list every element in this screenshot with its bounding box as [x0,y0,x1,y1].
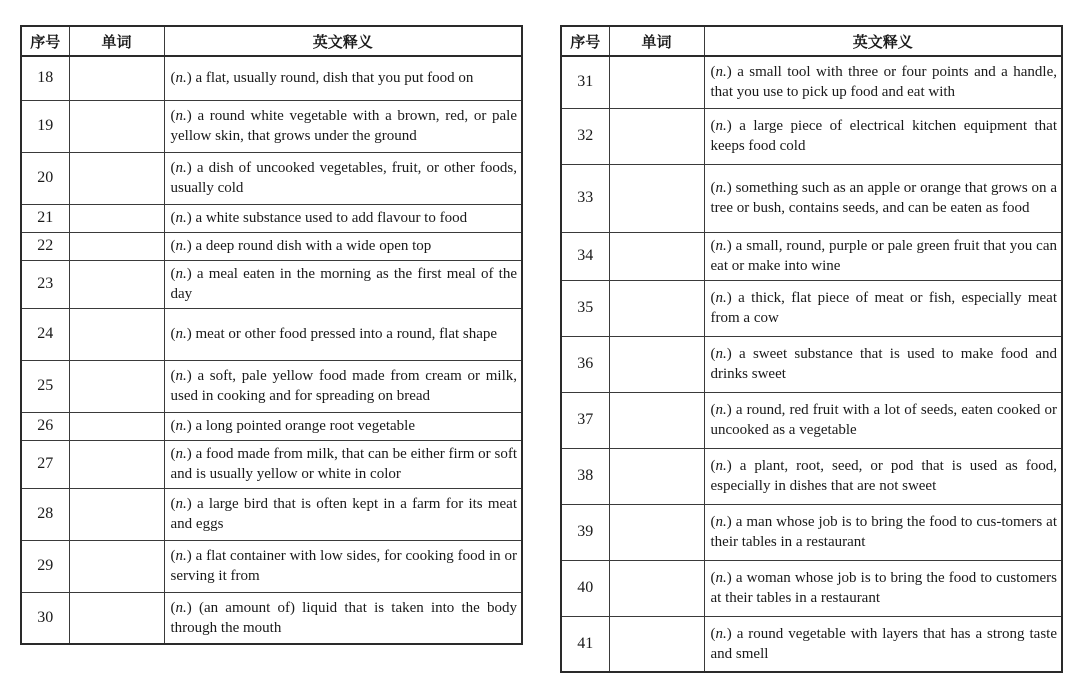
part-of-speech: n. [715,570,727,586]
definition-text: a round vegetable with layers that has a strong taste and smell [710,625,1057,662]
pos-open: ( [170,210,176,226]
word-blank-cell[interactable] [609,392,704,448]
word-blank-cell[interactable] [609,232,704,280]
definition-text: meat or other food pressed into a round, flat shape [195,326,498,342]
definition-cell [164,360,522,412]
part-of-speech: n. [175,266,187,282]
word-blank-cell[interactable] [69,260,164,308]
row-number: 26 [21,412,69,440]
pos-open: ( [710,402,716,418]
definition-text: a soft, pale yellow food made from cream or milk, used in cooking and for spreading on bread [170,368,517,404]
word-blank-cell[interactable] [609,616,704,672]
table-row [561,232,1062,280]
part-of-speech: n. [175,70,187,87]
definition-text: something such as an apple or orange that grows on a tree or bush, contains seeds, and can be eaten as food [710,180,1058,216]
definition-text: a meal eaten in the morning as the first meal of the day [170,266,517,302]
definition-text: (an amount of) liquid that is taken into the body through the mouth [170,599,518,636]
word-blank-cell[interactable] [69,204,164,232]
pos-open: ( [710,64,716,81]
definition-cell [164,592,522,644]
word-blank-cell[interactable] [69,152,164,204]
word-blank-cell[interactable] [69,412,164,440]
vocab-table-left [20,25,523,645]
definition-cell [704,392,1062,448]
definition-text: a white substance used to add flavour to food [195,210,468,226]
header-word: 单词 [69,26,164,56]
table-body [561,56,1062,672]
word-blank-cell[interactable] [609,336,704,392]
pos-open: ( [710,238,716,254]
header-index: 序号 [561,26,609,56]
word-blank-cell[interactable] [69,440,164,488]
table-row [21,592,522,644]
pos-open: ( [170,108,176,124]
pos-close: ) [726,180,736,196]
definition-text: a round, red fruit with a lot of seeds, eaten cooked or uncooked as a vegetable [710,402,1057,438]
part-of-speech: n. [175,446,187,462]
table-row [21,260,522,308]
definition-cell [704,280,1062,336]
definition-cell [164,308,522,360]
pos-open: ( [710,570,716,586]
table-row [561,280,1062,336]
definition-text: a large piece of electrical kitchen equipment that keeps food cold [710,118,1057,154]
pos-open: ( [710,346,716,362]
pos-close: ) [726,570,736,586]
definition-text: a sweet substance that is used to make food and drinks sweet [710,346,1057,382]
table-row [21,412,522,440]
header-row [561,26,1062,56]
pos-close: ) [186,70,196,87]
definition-cell [704,56,1062,108]
row-number: 23 [21,260,69,308]
definition-cell [164,100,522,152]
pos-close: ) [186,548,196,564]
pos-open: ( [170,238,176,254]
pos-open: ( [710,514,716,530]
table-row [21,232,522,260]
definition-cell [164,260,522,308]
pos-close: ) [726,346,740,362]
definition-text: a woman whose job is to bring the food to customers at their tables in a restaurant [710,570,1057,606]
pos-open: ( [170,70,176,87]
part-of-speech: n. [715,346,727,362]
definition-cell [164,412,522,440]
word-blank-cell[interactable] [609,504,704,560]
table-row [561,616,1062,672]
definition-cell [704,448,1062,504]
row-number: 19 [21,100,69,152]
row-number: 39 [561,504,609,560]
pos-close: ) [186,368,198,384]
pos-open: ( [710,625,716,642]
row-number: 40 [561,560,609,616]
part-of-speech: n. [175,368,187,384]
pos-close: ) [726,118,740,134]
table-row [561,56,1062,108]
definition-text: a food made from milk, that can be either firm or soft and is usually yellow or white in color [170,446,517,482]
row-number: 31 [561,56,609,108]
header-word: 单词 [609,26,704,56]
table-row [561,336,1062,392]
part-of-speech: n. [175,418,187,434]
definition-text: a small, round, purple or pale green fruit that you can eat or make into wine [710,238,1057,274]
definition-cell [704,504,1062,560]
definition-cell [164,232,522,260]
pos-close: ) [186,446,196,462]
part-of-speech: n. [175,160,187,176]
definition-cell [164,440,522,488]
row-number: 18 [21,56,69,100]
part-of-speech: n. [175,548,187,564]
word-blank-cell[interactable] [609,164,704,232]
part-of-speech: n. [715,625,727,642]
pos-open: ( [710,290,716,306]
row-number: 34 [561,232,609,280]
row-number: 25 [21,360,69,412]
definition-text: a flat, usually round, dish that you put food on [195,70,474,87]
pos-close: ) [186,108,198,124]
header-definition: 英文释义 [704,26,1062,56]
table-row [21,56,522,100]
pos-close: ) [726,64,738,81]
row-number: 37 [561,392,609,448]
pos-close: ) [186,238,196,254]
part-of-speech: n. [175,326,187,342]
pos-close: ) [726,514,736,530]
table-row [21,440,522,488]
pos-close: ) [186,599,199,616]
word-blank-cell[interactable] [609,108,704,164]
pos-open: ( [170,368,176,384]
part-of-speech: n. [715,290,727,306]
part-of-speech: n. [715,180,727,196]
definition-cell [704,232,1062,280]
part-of-speech: n. [715,458,727,474]
table-row [21,152,522,204]
header-definition: 英文释义 [164,26,522,56]
definition-text: a dish of uncooked vegetables, fruit, or other foods, usually cold [170,160,518,196]
definition-text: a plant, root, seed, or pod that is used as food, especially in dishes that are not sweet [710,458,1057,494]
part-of-speech: n. [715,514,727,530]
part-of-speech: n. [175,108,187,124]
table-row [21,204,522,232]
row-number: 27 [21,440,69,488]
pos-close: ) [726,402,736,418]
definition-cell [704,164,1062,232]
pos-close: ) [186,326,196,342]
row-number: 21 [21,204,69,232]
row-number: 24 [21,308,69,360]
word-blank-cell[interactable] [609,448,704,504]
definition-text: a deep round dish with a wide open top [195,238,432,254]
word-blank-cell[interactable] [69,360,164,412]
word-blank-cell[interactable] [69,56,164,100]
part-of-speech: n. [175,238,187,254]
table-row [561,108,1062,164]
row-number: 30 [21,592,69,644]
pos-open: ( [170,496,176,512]
part-of-speech: n. [715,64,727,81]
word-blank-cell[interactable] [69,232,164,260]
word-blank-cell[interactable] [609,560,704,616]
table-row [561,164,1062,232]
pos-close: ) [726,290,739,306]
table-row [561,504,1062,560]
table-row [21,308,522,360]
pos-open: ( [170,266,176,282]
row-number: 36 [561,336,609,392]
pos-open: ( [170,160,176,176]
pos-open: ( [710,118,716,134]
word-blank-cell[interactable] [609,280,704,336]
pos-open: ( [170,599,176,616]
definition-cell [164,204,522,232]
row-number: 22 [21,232,69,260]
part-of-speech: n. [715,118,727,134]
header-row [21,26,522,56]
pos-open: ( [170,326,176,342]
definition-cell [164,540,522,592]
row-number: 32 [561,108,609,164]
pos-close: ) [186,210,196,226]
definition-cell [704,616,1062,672]
table-body [21,56,522,644]
definition-cell [704,108,1062,164]
definition-text: a small tool with three or four points and a handle, that you use to pick up food and eat with [710,64,1058,101]
pos-close: ) [726,625,737,642]
word-blank-cell[interactable] [609,56,704,108]
definition-text: a round white vegetable with a brown, red, or pale yellow skin, that grows under the ground [170,108,517,144]
word-blank-cell[interactable] [69,592,164,644]
table-row [561,560,1062,616]
pos-close: ) [186,160,197,176]
definition-cell [704,336,1062,392]
table-row [21,100,522,152]
pos-open: ( [710,180,716,196]
part-of-speech: n. [175,210,187,226]
word-blank-cell[interactable] [69,100,164,152]
row-number: 35 [561,280,609,336]
definition-text: a long pointed orange root vegetable [195,418,416,434]
word-blank-cell[interactable] [69,540,164,592]
table-row [561,448,1062,504]
row-number: 28 [21,488,69,540]
pos-close: ) [186,496,197,512]
row-number: 20 [21,152,69,204]
definition-cell [164,488,522,540]
definition-text: a large bird that is often kept in a farm for its meat and eggs [170,496,518,532]
word-blank-cell[interactable] [69,488,164,540]
row-number: 38 [561,448,609,504]
pos-open: ( [710,458,716,474]
word-blank-cell[interactable] [69,308,164,360]
pos-close: ) [186,266,197,282]
part-of-speech: n. [175,599,187,616]
part-of-speech: n. [715,402,727,418]
pos-open: ( [170,548,176,564]
pos-close: ) [726,238,736,254]
row-number: 41 [561,616,609,672]
table-row [561,392,1062,448]
row-number: 33 [561,164,609,232]
table-row [21,360,522,412]
table-row [21,488,522,540]
part-of-speech: n. [715,238,727,254]
definition-text: a thick, flat piece of meat or fish, especially meat from a cow [710,290,1057,326]
definition-cell [164,152,522,204]
pos-open: ( [170,418,176,434]
definition-text: a flat container with low sides, for cooking food in or serving it from [170,548,517,584]
pos-close: ) [186,418,196,434]
pos-close: ) [726,458,740,474]
table-row [21,540,522,592]
definition-text: a man whose job is to bring the food to cus-tomers at their tables in a restaurant [710,514,1057,550]
header-index: 序号 [21,26,69,56]
definition-cell [164,56,522,100]
definition-cell [704,560,1062,616]
vocab-table-right [560,25,1063,673]
part-of-speech: n. [175,496,187,512]
pos-open: ( [170,446,176,462]
row-number: 29 [21,540,69,592]
